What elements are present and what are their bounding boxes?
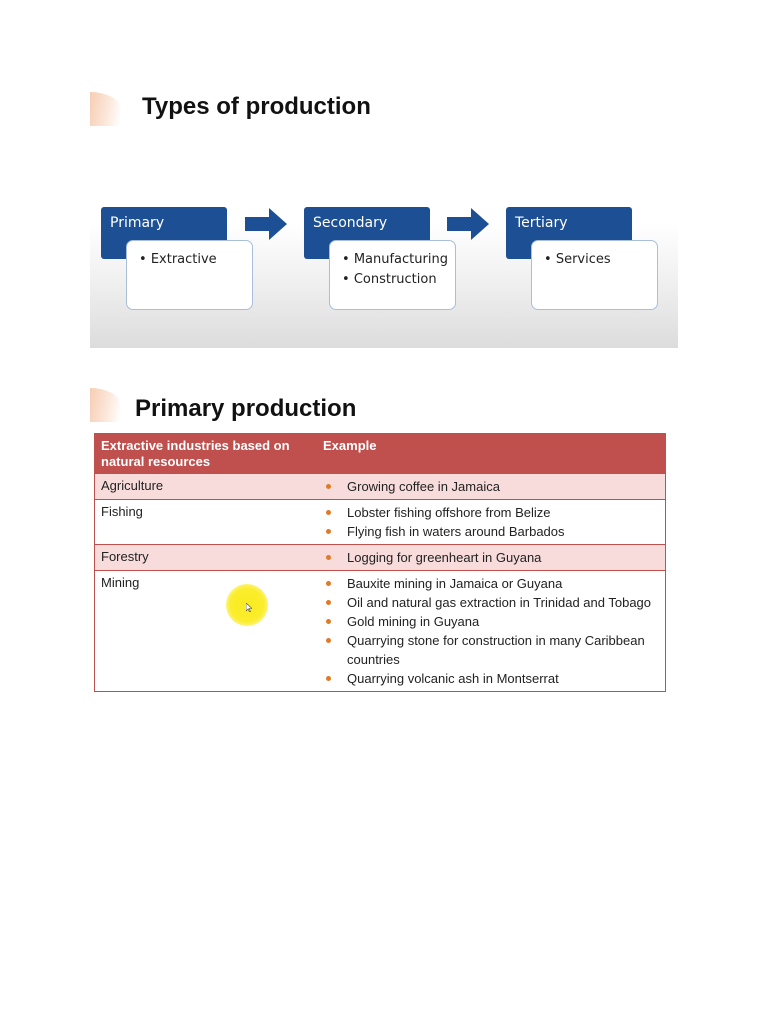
slide-types-of-production xyxy=(90,78,678,348)
stage-box-tertiary xyxy=(531,240,658,310)
stage-box-secondary xyxy=(329,240,456,310)
stage-header-primary: Primary xyxy=(101,207,227,259)
industry-cell: Agriculture xyxy=(95,474,318,500)
stage-header-tertiary: Tertiary xyxy=(506,207,632,259)
industry-cell: Fishing xyxy=(95,500,318,545)
primary-production-table xyxy=(94,433,666,692)
stage-box-primary xyxy=(126,240,253,310)
title-accent-shape xyxy=(90,92,120,126)
stage-item: • Services xyxy=(544,250,657,270)
example-cell xyxy=(317,545,666,571)
example-item: Growing coffee in Jamaica xyxy=(323,477,659,496)
slide-title: Primary production xyxy=(135,395,357,422)
mouse-cursor-icon xyxy=(246,603,252,612)
example-item: Gold mining in Guyana xyxy=(323,612,659,631)
column-header-example: Example xyxy=(317,434,666,474)
example-item: Lobster fishing offshore from Belize xyxy=(323,503,659,522)
stage-item: • Manufacturing xyxy=(342,250,455,270)
table-row xyxy=(95,571,666,692)
stage-header-secondary: Secondary xyxy=(304,207,430,259)
example-item: Bauxite mining in Jamaica or Guyana xyxy=(323,574,659,593)
example-item: Quarrying volcanic ash in Montserrat xyxy=(323,669,659,688)
title-accent-shape xyxy=(90,388,120,422)
right-arrow-icon xyxy=(245,208,287,240)
example-item: Oil and natural gas extraction in Trinidad and Tobago xyxy=(323,593,659,612)
table-header-row xyxy=(95,434,666,474)
slide-title: Types of production xyxy=(142,93,371,120)
column-header-industry: Extractive industries based on natural resources xyxy=(95,434,318,474)
example-cell xyxy=(317,474,666,500)
stage-item: • Construction xyxy=(342,270,455,290)
table-row xyxy=(95,545,666,571)
slide-primary-production xyxy=(90,386,678,696)
example-item: Logging for greenheart in Guyana xyxy=(323,548,659,567)
example-item: Quarrying stone for construction in many Caribbean countries xyxy=(323,631,659,669)
industry-cell: Forestry xyxy=(95,545,318,571)
table-row xyxy=(95,474,666,500)
right-arrow-icon xyxy=(447,208,489,240)
example-cell xyxy=(317,571,666,692)
industry-cell: Mining xyxy=(95,571,318,692)
example-item: Flying fish in waters around Barbados xyxy=(323,522,659,541)
example-cell xyxy=(317,500,666,545)
table-row xyxy=(95,500,666,545)
stage-item: • Extractive xyxy=(139,250,252,270)
